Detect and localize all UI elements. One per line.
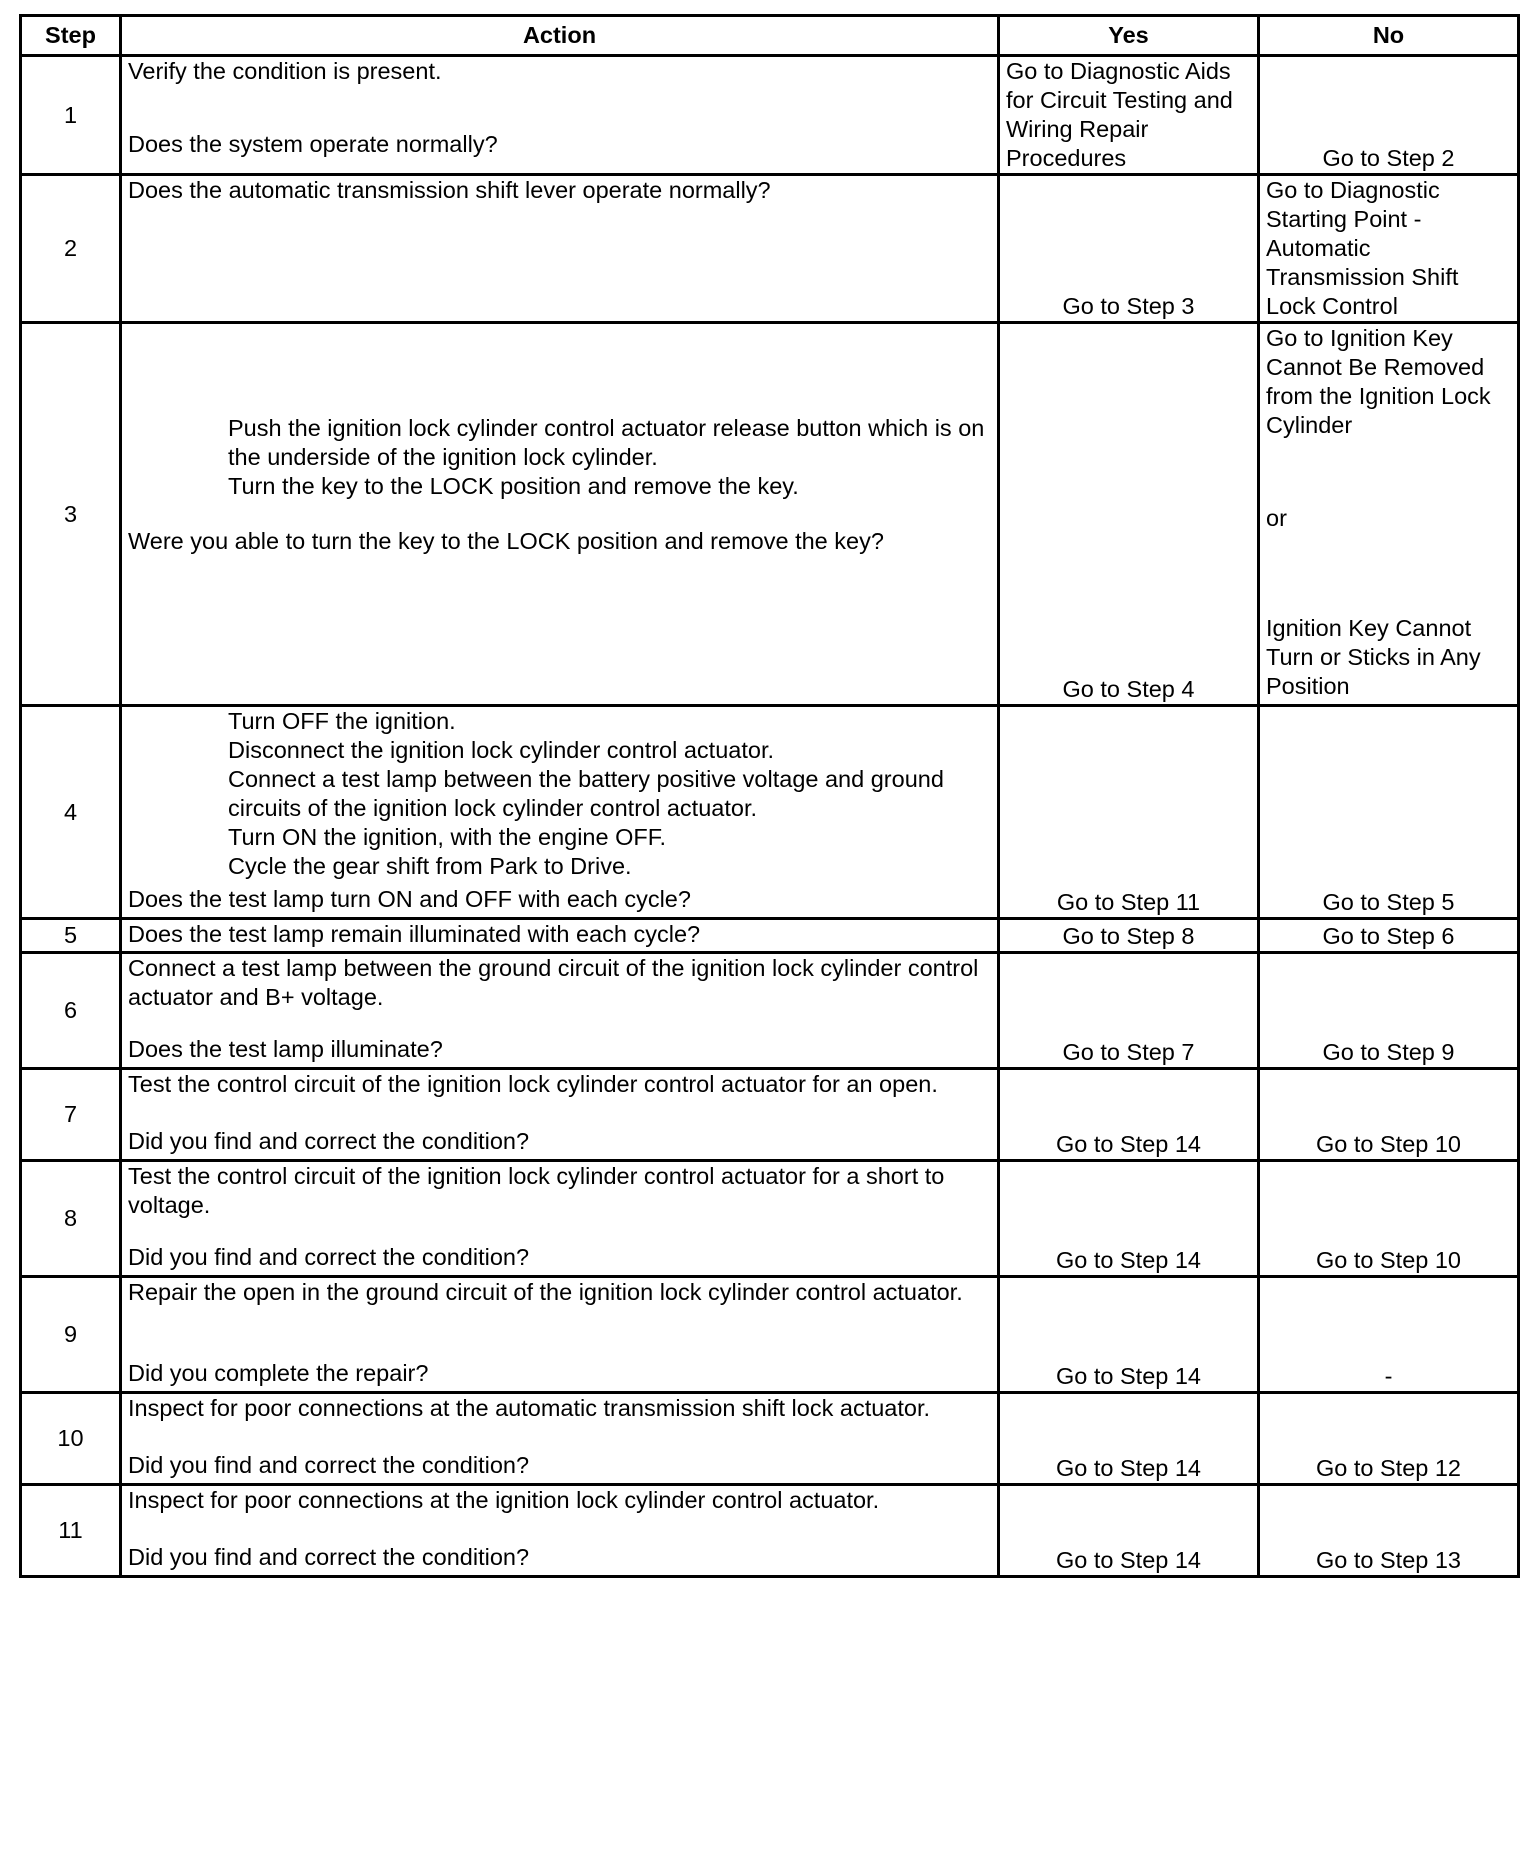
action-cell (121, 953, 999, 1069)
header-yes: Yes (999, 16, 1259, 56)
no-result: Go to Step 2 (1322, 145, 1455, 171)
no-result: Go to Step 12 (1315, 1455, 1462, 1481)
table-row (21, 1277, 1519, 1393)
no-result: Go to Diagnostic Starting Point - Automatic Transmission Shift Lock Control (1266, 177, 1459, 319)
no-result: Go to Step 5 (1322, 889, 1455, 915)
no-result: Go to Step 6 (1322, 923, 1455, 949)
step-number: 5 (21, 919, 121, 953)
table-row (21, 1393, 1519, 1485)
action-question: Did you find and correct the condition? (128, 1244, 530, 1270)
table-row (21, 323, 1519, 706)
table-row (21, 175, 1519, 323)
action-instruction: Test the control circuit of the ignition lock cylinder control actuator for a short to voltage. (128, 1163, 951, 1218)
action-question: Does the test lamp turn ON and OFF with each cycle? (128, 886, 691, 912)
no-result: Go to Step 10 (1315, 1247, 1462, 1273)
yes-result: Go to Step 7 (1062, 1039, 1195, 1065)
action-cell (121, 919, 999, 953)
step-number: 8 (21, 1161, 121, 1277)
no-cell (1259, 953, 1519, 1069)
yes-result: Go to Step 14 (1055, 1247, 1202, 1273)
step-number: 7 (21, 1069, 121, 1161)
yes-result: Go to Step 8 (1062, 923, 1195, 949)
action-cell (121, 1393, 999, 1485)
table-row (21, 919, 1519, 953)
action-instruction: Test the control circuit of the ignition lock cylinder control actuator for an open. (128, 1071, 938, 1097)
no-cell (1259, 919, 1519, 953)
action-question: Did you find and correct the condition? (128, 1544, 530, 1570)
table-row (21, 56, 1519, 175)
no-result: Go to Step 9 (1322, 1039, 1455, 1065)
yes-result: Go to Step 3 (1062, 293, 1195, 319)
no-cell (1259, 1277, 1519, 1393)
no-result: Ignition Key Cannot Turn or Sticks in Any Position (1266, 615, 1481, 699)
yes-cell (999, 1069, 1259, 1161)
yes-cell (999, 919, 1259, 953)
action-instruction: Inspect for poor connections at the automatic transmission shift lock actuator. (128, 1395, 931, 1421)
action-cell (121, 1277, 999, 1393)
step-number: 3 (21, 323, 121, 706)
no-cell (1259, 175, 1519, 323)
yes-cell (999, 1161, 1259, 1277)
yes-cell (999, 323, 1259, 706)
yes-result: Go to Step 14 (1055, 1547, 1202, 1573)
no-cell (1259, 1161, 1519, 1277)
yes-result: Go to Step 14 (1055, 1131, 1202, 1157)
header-action: Action (121, 16, 999, 56)
table-row (21, 953, 1519, 1069)
action-question: Does the system operate normally? (128, 131, 498, 157)
action-cell (121, 1069, 999, 1161)
action-question: Does the test lamp remain illuminated with each cycle? (128, 921, 701, 947)
action-substep: Turn the key to the LOCK position and remove the key. (228, 473, 799, 499)
action-instruction: Repair the open in the ground circuit of the ignition lock cylinder control actuator. (128, 1279, 963, 1305)
header-row (21, 16, 1519, 56)
no-cell (1259, 1069, 1519, 1161)
table-row (21, 1485, 1519, 1577)
action-question: Does the automatic transmission shift lever operate normally? (128, 177, 771, 203)
step-number: 4 (21, 706, 121, 919)
action-question: Were you able to turn the key to the LOCK position and remove the key? (128, 528, 884, 554)
action-substep: Cycle the gear shift from Park to Drive. (228, 853, 632, 879)
step-number: 1 (21, 56, 121, 175)
action-cell (121, 706, 999, 919)
header-step: Step (21, 16, 121, 56)
yes-cell (999, 175, 1259, 323)
action-cell (121, 1161, 999, 1277)
yes-cell (999, 56, 1259, 175)
action-cell (121, 1485, 999, 1577)
no-cell (1259, 706, 1519, 919)
action-cell (121, 323, 999, 706)
no-cell (1259, 1485, 1519, 1577)
action-question: Did you complete the repair? (128, 1360, 429, 1386)
step-number: 6 (21, 953, 121, 1069)
yes-result: Go to Step 4 (1062, 676, 1195, 702)
step-number: 9 (21, 1277, 121, 1393)
table-row (21, 706, 1519, 919)
no-cell (1259, 1393, 1519, 1485)
action-question: Does the test lamp illuminate? (128, 1036, 443, 1062)
step-number: 10 (21, 1393, 121, 1485)
no-result: Go to Step 10 (1315, 1131, 1462, 1157)
action-instruction: Verify the condition is present. (128, 58, 442, 84)
no-result: or (1266, 505, 1287, 531)
action-question: Did you find and correct the condition? (128, 1452, 530, 1478)
step-number: 11 (21, 1485, 121, 1577)
action-instruction: Inspect for poor connections at the ignition lock cylinder control actuator. (128, 1487, 880, 1513)
yes-cell (999, 1393, 1259, 1485)
yes-cell (999, 1485, 1259, 1577)
action-cell (121, 175, 999, 323)
yes-result: Go to Diagnostic Aids for Circuit Testing and Wiring Repair Procedures (1006, 58, 1233, 171)
no-result: Go to Ignition Key Cannot Be Removed from the Ignition Lock Cylinder (1266, 325, 1491, 438)
header-no: No (1259, 16, 1519, 56)
yes-result: Go to Step 14 (1055, 1363, 1202, 1389)
table-row (21, 1069, 1519, 1161)
yes-cell (999, 953, 1259, 1069)
no-result: Go to Step 13 (1315, 1547, 1462, 1573)
no-result: - (1384, 1363, 1393, 1389)
no-cell (1259, 323, 1519, 706)
action-substep: Turn ON the ignition, with the engine OFF. (228, 824, 667, 850)
action-cell (121, 56, 999, 175)
yes-result: Go to Step 14 (1055, 1455, 1202, 1481)
action-question: Did you find and correct the condition? (128, 1128, 530, 1154)
yes-result: Go to Step 11 (1056, 889, 1201, 915)
action-substep: Connect a test lamp between the battery positive voltage and ground circuits of the ignition lock cylinder control actuator. (228, 766, 951, 821)
table-row (21, 1161, 1519, 1277)
no-cell (1259, 56, 1519, 175)
action-instruction: Connect a test lamp between the ground circuit of the ignition lock cylinder control actuator and B+ voltage. (128, 955, 985, 1010)
step-number: 2 (21, 175, 121, 323)
yes-cell (999, 706, 1259, 919)
action-substep: Push the ignition lock cylinder control actuator release button which is on the underside of the ignition lock cylinder. (228, 415, 991, 470)
yes-cell (999, 1277, 1259, 1393)
action-substep: Disconnect the ignition lock cylinder control actuator. (228, 737, 775, 763)
diagnostic-table (19, 14, 1520, 1578)
action-substep: Turn OFF the ignition. (228, 708, 456, 734)
